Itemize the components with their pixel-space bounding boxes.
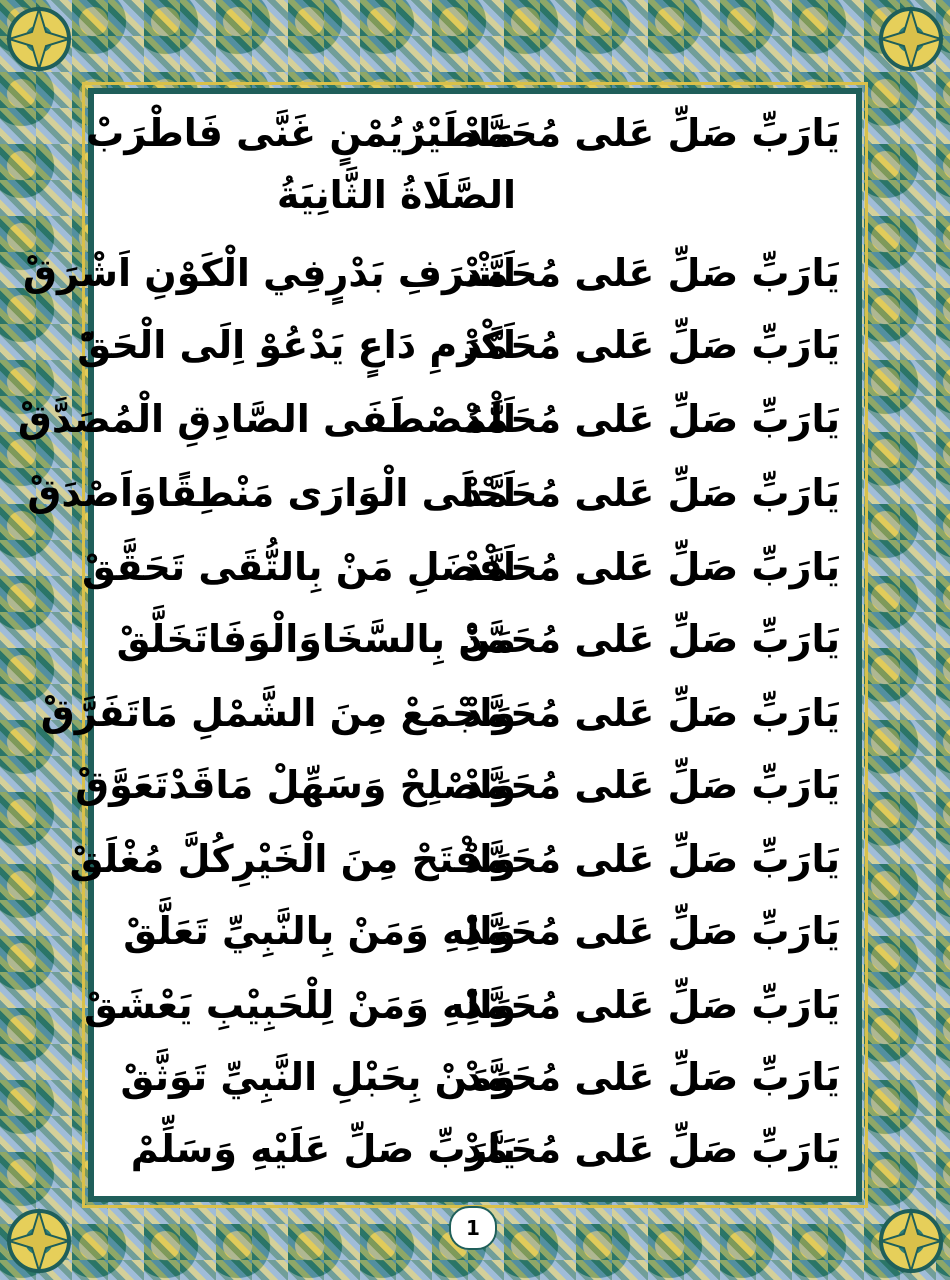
verse-refrain: يَارَبِّ صَلِّ عَلى مُحَمَّدْ — [462, 617, 840, 661]
verse-refrain: يَارَبِّ صَلِّ عَلى مُحَمَّدْ — [462, 545, 840, 589]
verse-refrain: يَارَبِّ صَلِّ عَلى مُحَمَّدْ — [462, 1055, 840, 1099]
floral-corner-icon — [4, 1206, 74, 1276]
verse-refrain: يَارَبِّ صَلِّ عَلى مُحَمَّدْ — [462, 471, 840, 515]
verse-line: وَافْتَحْ مِنَ الْخَيْرِكُلَّ مُغْلَقْ — [69, 837, 516, 881]
verse-line: اَلْمُصْطَفَى الصَّادِقِ الْمُصَدَّقْ — [17, 397, 516, 441]
verse-row — [98, 162, 852, 228]
verse-refrain: يَارَبِّ صَلِّ عَلى مُحَمَّدْ — [462, 763, 840, 807]
verse-refrain — [540, 162, 840, 228]
verse-row — [98, 1044, 852, 1110]
verse-refrain: يَارَبِّ صَلِّ عَلى مُحَمَّدْ — [462, 323, 840, 367]
verse-refrain: يَارَبِّ صَلِّ عَلى مُحَمَّدْ — [462, 983, 840, 1027]
verse-row — [77, 312, 852, 378]
verse-row — [98, 606, 852, 672]
verse-row — [98, 1116, 852, 1182]
verse-refrain: يَارَبِّ صَلِّ عَلى مُحَمَّدْ — [462, 397, 840, 441]
verse-refrain: يَارَبِّ صَلِّ عَلى مُحَمَّدْ — [462, 111, 840, 155]
verse-line: اَفْضَلِ مَنْ بِالتُّقَى تَحَقَّقْ — [81, 545, 516, 589]
verse-row — [27, 460, 852, 526]
verse-line: يَارَبِّ صَلِّ عَلَيْهِ وَسَلِّمْ — [130, 1127, 516, 1171]
verse-area — [17, 96, 852, 1186]
verse-line: الصَّلَاةُ الثَّانِيَةُ — [276, 173, 516, 217]
verse-row — [23, 240, 852, 306]
verse-line: اَكْرَمِ دَاعٍ يَدْعُوْ اِلَى الْحَقّْ — [77, 323, 516, 367]
verse-row — [40, 680, 852, 746]
verse-refrain: يَارَبِّ صَلِّ عَلى مُحَمَّدْ — [462, 837, 840, 881]
verse-row — [17, 386, 852, 452]
verse-line: مَنْ بِالسَّخَاوَالْوَفَاتَخَلَّقْ — [116, 617, 516, 661]
verse-refrain: يَارَبِّ صَلِّ عَلى مُحَمَّدْ — [462, 691, 840, 735]
verse-line: وَمَنْ بِحَبْلِ النَّبِيِّ تَوَثَّقْ — [120, 1055, 516, 1099]
verse-line: وَاجْمَعْ مِنَ الشَّمْلِ مَاتَفَرَّقْ — [40, 691, 516, 735]
verse-line: وَاصْلِحْ وَسَهِّلْ مَاقَدْتَعَوَّقْ — [75, 763, 516, 807]
verse-row — [98, 898, 852, 964]
verse-line: اَحْلَى الْوَارَى مَنْطِقًاوَاَصْدَقْ — [27, 471, 516, 515]
verse-refrain: يَارَبِّ صَلِّ عَلى مُحَمَّدْ — [462, 909, 840, 953]
page-number: 1 — [449, 1206, 497, 1250]
verse-row — [86, 100, 852, 166]
verse-line: وَالِهِ وَمَنْ لِلْحَبِيْبِ يَعْشَقْ — [83, 983, 516, 1027]
verse-list — [17, 96, 852, 1186]
floral-corner-icon — [4, 4, 74, 74]
verse-row — [81, 534, 852, 600]
verse-refrain: يَارَبِّ صَلِّ عَلى مُحَمَّدْ — [462, 1127, 840, 1171]
floral-corner-icon — [876, 4, 946, 74]
verse-line: اَشْرَفِ بَدْرٍفِي الْكَوْنِ اَشْرَقْ — [23, 251, 516, 295]
verse-line: وَالِهِ وَمَنْ بِالنَّبِيِّ تَعَلَّقْ — [123, 909, 516, 953]
floral-corner-icon — [876, 1206, 946, 1276]
verse-row — [69, 826, 852, 892]
verse-refrain: يَارَبِّ صَلِّ عَلى مُحَمَّدْ — [462, 251, 840, 295]
verse-row — [75, 752, 852, 818]
verse-row — [83, 972, 852, 1038]
verse-line: مَاطَيْرٌيُمْنٍ غَنَّى فَاطْرَبْ — [86, 111, 516, 155]
